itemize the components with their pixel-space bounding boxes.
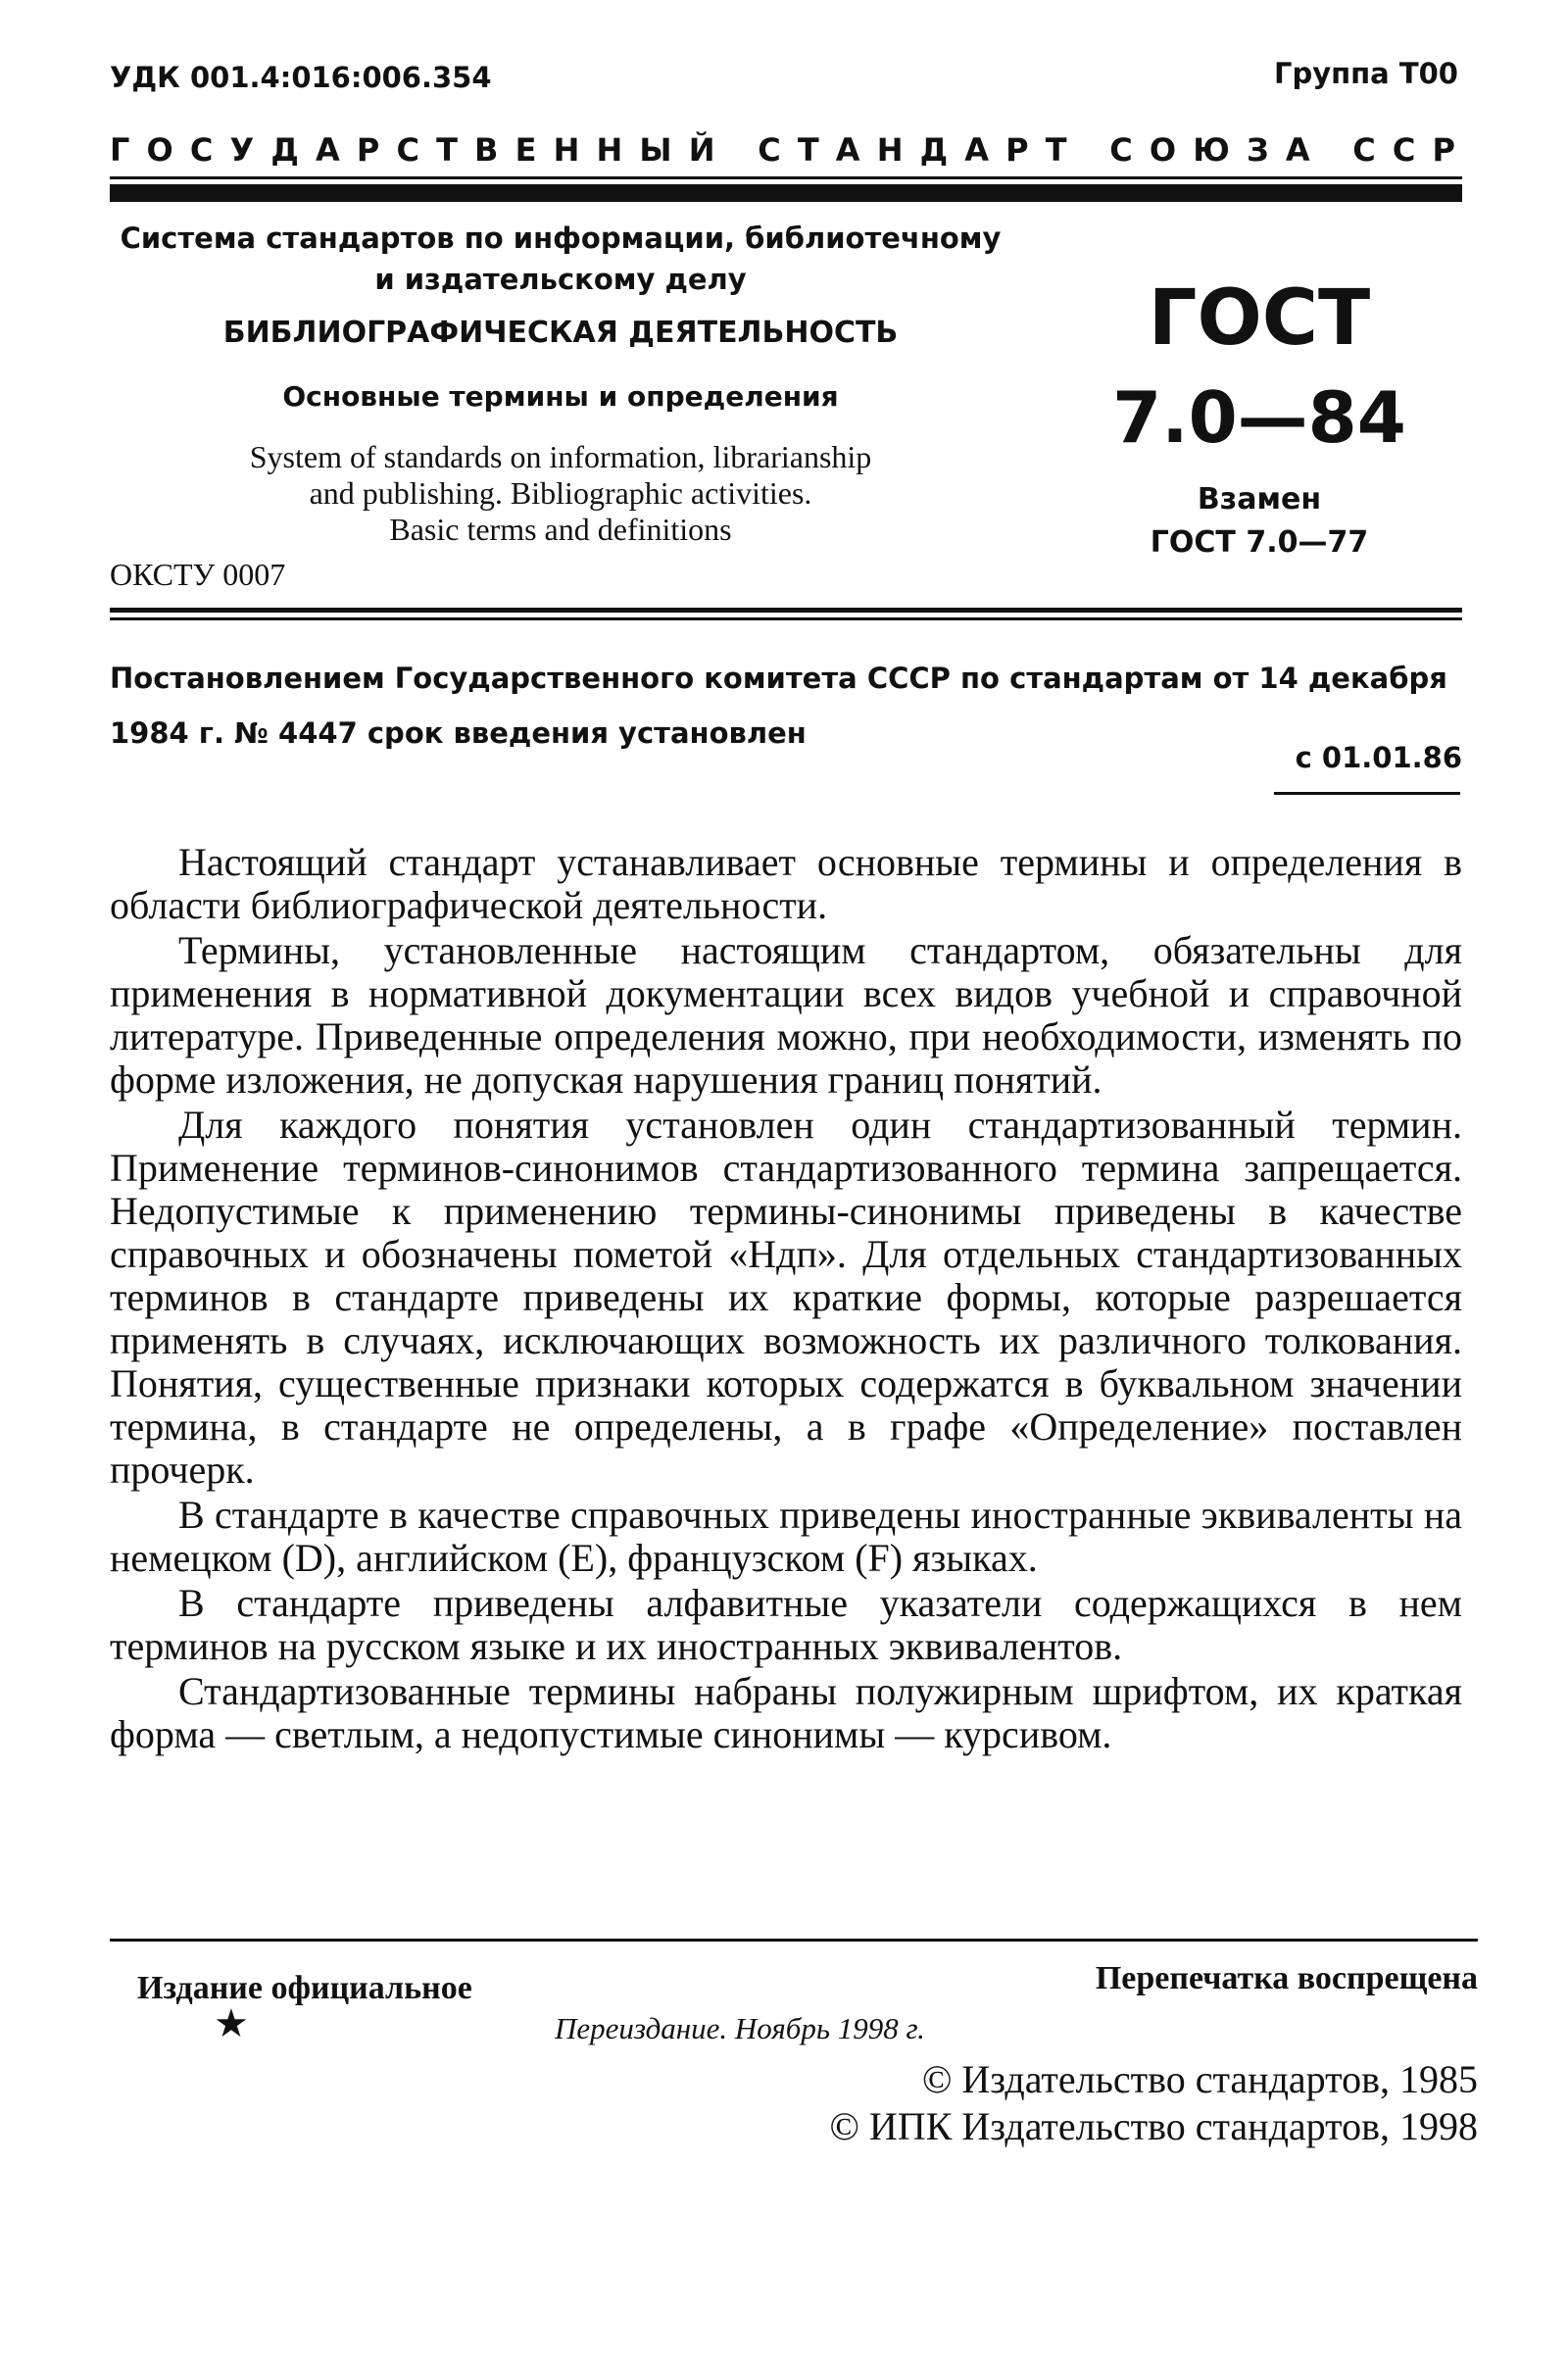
- paragraph: В стандарте приведены алфавитные указатели содержащихся в нем терминов на русском языке и их иностранных эквивалентов.: [110, 1581, 1462, 1668]
- english-line-1: System of standards on information, librarianship: [249, 439, 872, 474]
- document-subtitle: Основные термины и определения: [282, 380, 839, 413]
- reissue-note: Переиздание. Ноябрь 1998 г.: [555, 2011, 925, 2045]
- union-title-word: С С Р: [1352, 131, 1458, 169]
- union-title-word: С О Ю З А: [1109, 131, 1313, 169]
- paragraph: Стандартизованные термины набраны полужирным шрифтом, их краткая форма — светлым, а недопустимые синонимы — курсивом.: [110, 1669, 1462, 1756]
- footer-rule: [110, 1939, 1478, 1942]
- title-block-rule-thin: [110, 617, 1462, 620]
- title-block-rule: [110, 608, 1462, 613]
- english-title: [110, 439, 1011, 548]
- union-title-word: С Т А Н Д А Р Т: [758, 131, 1070, 169]
- body-text: [110, 841, 1462, 1758]
- system-of-standards: [110, 218, 1011, 300]
- union-title-word: Г О С У Д А Р С Т В Е Н Н Ы Й: [110, 131, 718, 169]
- english-line-2: and publishing. Bibliographic activities.: [309, 475, 812, 511]
- decree-text: Постановлением Государственного комитета СССР по стандартам от 14 декабря 1984 г. № 4447 срок введения установлен: [110, 662, 1447, 750]
- replaced-standard: ГОСТ 7.0—77: [1150, 525, 1369, 560]
- replaces-label: Взамен: [1197, 482, 1322, 517]
- gost-label: ГОСТ: [1148, 274, 1371, 363]
- system-line-2: и издательскому делу: [374, 263, 747, 296]
- effective-date: с 01.01.86: [1295, 741, 1462, 774]
- reprint-prohibited-label: Перепечатка воспрещена: [1095, 1960, 1478, 1996]
- official-edition-label: Издание официальное: [137, 1970, 472, 2006]
- document-title: БИБЛИОГРАФИЧЕСКАЯ ДЕЯТЕЛЬНОСТЬ: [222, 316, 899, 350]
- copyright-1998: © ИПК Издательство стандартов, 1998: [829, 2104, 1478, 2148]
- paragraph: Для каждого понятия установлен один стандартизованный термин. Применение терминов-синонимов стандартизованного термина запрещается. Недопустимые к применению термины-синонимы приведены в качестве справочных и обозначены пометой «Ндп». Для отдельных стандартизованных терминов в стандарте приведены их краткие формы, которые разрешается применять в случаях, исключающих возможность их различного толкования. Понятия, существенные признаки которых содержатся в буквальном значении термина, в стандарте не определены, а в графе «Определение» поставлен прочерк.: [110, 1103, 1462, 1492]
- copyright-1985: © Издательство стандартов, 1985: [921, 2057, 1478, 2101]
- header-rule-thick: [110, 184, 1462, 202]
- header-rule-thin: [110, 176, 1462, 179]
- paragraph: В стандарте в качестве справочных приведены иностранные эквиваленты на немецком (D), английском (E), французском (F) языках.: [110, 1493, 1462, 1580]
- paragraph: Термины, установленные настоящим стандартом, обязательны для применения в нормативной документации всех видов учебной и справочной литературе. Приведенные определения можно, при необходимости, изменять по форме изложения, не допуская нарушения границ понятий.: [110, 928, 1462, 1102]
- okstu-code: ОКСТУ 0007: [110, 557, 286, 592]
- effective-date-underline: [1274, 792, 1460, 795]
- star-icon: ★: [214, 2001, 249, 2046]
- system-line-1: Система стандартов по информации, библиотечному: [120, 221, 1002, 255]
- group-code: Группа Т00: [1273, 57, 1458, 90]
- paragraph: Настоящий стандарт устанавливает основные термины и определения в области библиографической деятельности.: [110, 840, 1462, 927]
- gost-number: 7.0—84: [1112, 376, 1406, 459]
- english-line-3: Basic terms and definitions: [389, 512, 732, 547]
- union-standard-title: [110, 131, 1458, 169]
- udk-code: УДК 001.4:016:006.354: [110, 61, 492, 94]
